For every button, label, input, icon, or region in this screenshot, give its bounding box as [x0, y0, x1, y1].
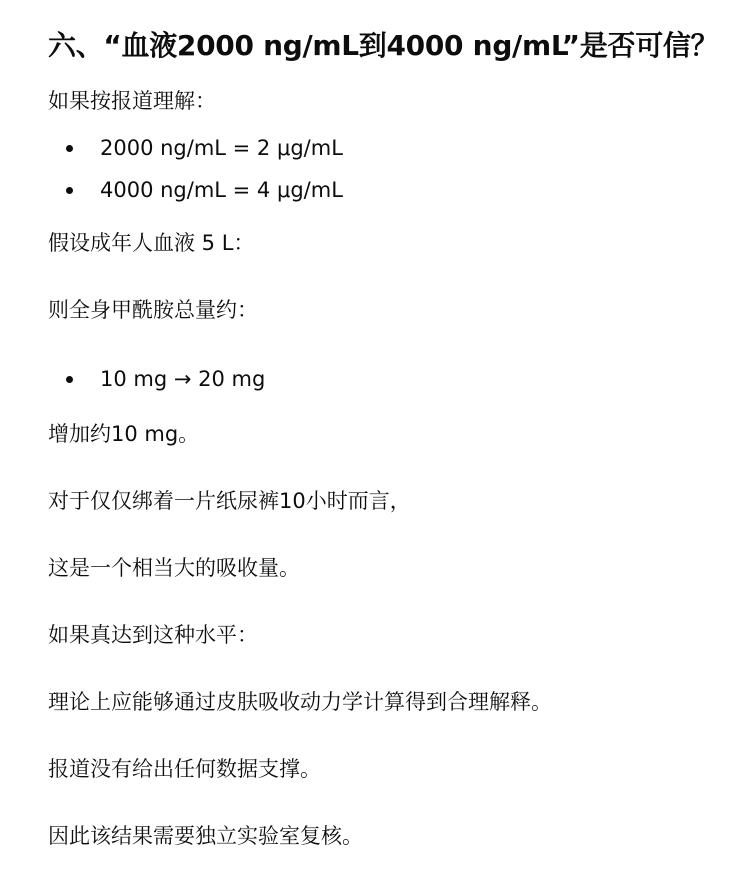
list-item-text: 10 mg → 20 mg — [100, 367, 266, 391]
list-item-text: 4000 ng/mL = 4 μg/mL — [100, 178, 343, 202]
intro-text: 如果按报道理解： — [48, 89, 216, 113]
list-item-text: 2000 ng/mL = 2 μg/mL — [100, 136, 343, 160]
bullet-dot — [66, 376, 73, 383]
explanation-text: 理论上应能够通过皮肤吸收动力学计算得到合理解释。 — [48, 690, 552, 714]
no-data-text: 报道没有给出任何数据支撑。 — [48, 757, 321, 781]
context-text: 对于仅仅绑着一片纸尿裤10小时而言， — [48, 489, 411, 513]
section-heading: 六、“血液2000 ng/mL到4000 ng/mL”是否可信？ — [48, 29, 719, 62]
assumption-text: 假设成年人血液 5 L： — [48, 231, 255, 255]
conclusion-text: 因此该结果需要独立实验室复核。 — [48, 824, 363, 848]
bullet-dot — [66, 187, 73, 194]
bullet-dot — [66, 145, 73, 152]
condition-text: 如果真达到这种水平： — [48, 623, 258, 647]
assessment-text: 这是一个相当大的吸收量。 — [48, 556, 300, 580]
increase-text: 增加约10 mg。 — [48, 422, 200, 446]
total-intro-text: 则全身甲酰胺总量约： — [48, 298, 258, 322]
